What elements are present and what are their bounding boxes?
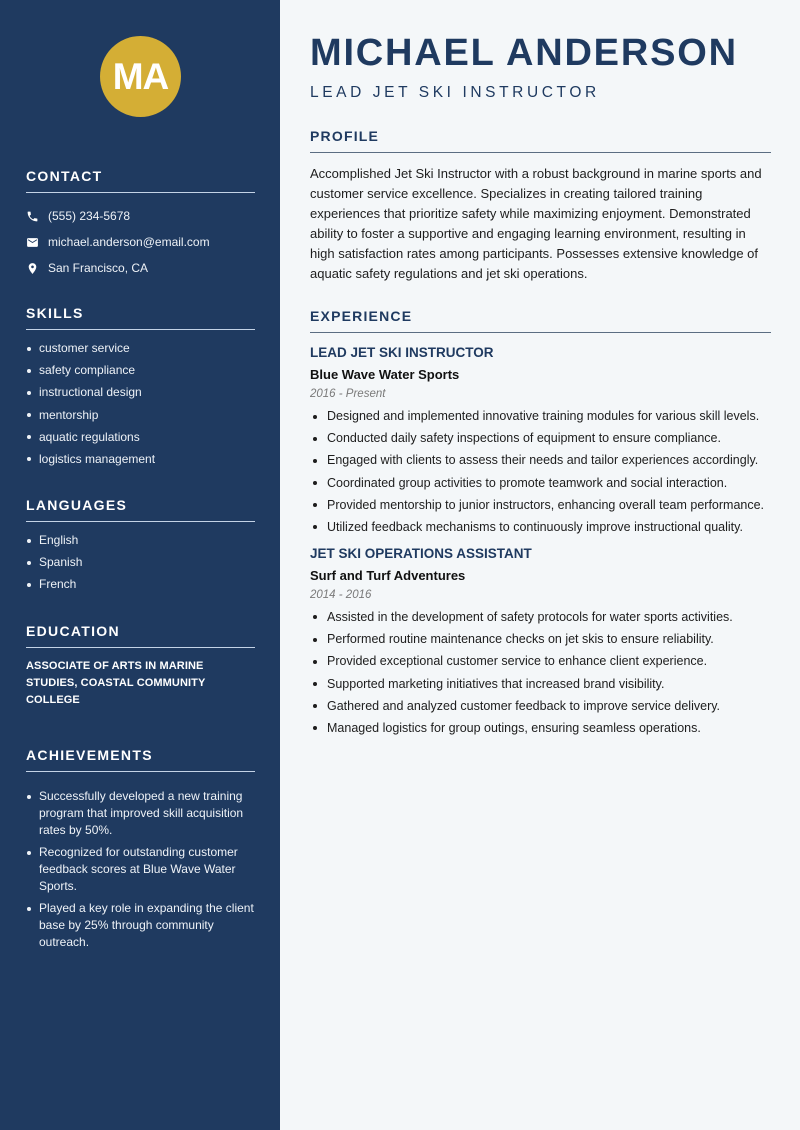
languages-section xyxy=(26,497,255,599)
skill-item: instructional design xyxy=(26,384,255,400)
skill-item: mentorship xyxy=(26,407,255,423)
achievements-section xyxy=(26,747,255,956)
skills-list xyxy=(26,340,255,467)
job-bullet: Gathered and analyzed customer feedback to improve service delivery. xyxy=(310,698,771,715)
achievement-item: Recognized for outstanding customer feedback scores at Blue Wave Water Sports. xyxy=(26,844,255,895)
contact-location xyxy=(26,255,255,281)
candidate-name: MICHAEL ANDERSON xyxy=(310,32,738,74)
languages-heading: LANGUAGES xyxy=(26,497,255,522)
job-company: Blue Wave Water Sports xyxy=(310,367,460,382)
profile-heading: PROFILE xyxy=(310,128,771,153)
contact-phone-text: (555) 234-5678 xyxy=(48,209,131,223)
job-entry xyxy=(310,546,771,737)
achievements-list xyxy=(26,788,255,951)
job-bullet: Conducted daily safety inspections of equipment to ensure compliance. xyxy=(310,430,771,447)
job-company: Surf and Turf Adventures xyxy=(310,567,466,583)
job-bullet: Engaged with clients to assess their needs and tailor experiences accordingly. xyxy=(310,452,771,469)
job-bullet: Assisted in the development of safety protocols for water sports activities. xyxy=(310,609,771,626)
skills-heading: SKILLS xyxy=(26,305,255,330)
profile-section xyxy=(310,128,771,284)
job-bullet: Designed and implemented innovative training modules for various skill levels. xyxy=(310,408,771,425)
skills-section xyxy=(26,305,255,473)
language-item: Spanish xyxy=(26,554,255,570)
sidebar xyxy=(0,0,280,1130)
achievement-item: Successfully developed a new training program that improved skill acquisition rates by 50%. xyxy=(26,788,255,839)
job-bullets xyxy=(310,609,771,737)
profile-summary: Accomplished Jet Ski Instructor with a robust background in marine sports and customer service excellence. Specializes in creating tailored training experiences that prioritize safety while maximizing enjoyment. Demonstrated ability to foster a supportive and engaging learning environment, resulting in high satisfaction rates among participants. Possesses extensive knowledge of aquatic safety regulations and jet ski operations. xyxy=(310,166,762,281)
job-dates: 2016 - Present xyxy=(310,388,386,400)
contact-phone[interactable] xyxy=(26,203,255,229)
job-bullet: Provided exceptional customer service to enhance client experience. xyxy=(310,653,771,670)
experience-section xyxy=(310,308,771,742)
language-item: French xyxy=(26,576,255,592)
job-bullet: Performed routine maintenance checks on jet skis to ensure reliability. xyxy=(310,631,771,648)
achievement-item: Played a key role in expanding the client base by 25% through community outreach. xyxy=(26,900,255,951)
education-degree: ASSOCIATE OF ARTS IN MARINE STUDIES, COASTAL COMMUNITY COLLEGE xyxy=(26,660,206,706)
experience-heading: EXPERIENCE xyxy=(310,308,771,333)
location-pin-icon xyxy=(26,262,39,275)
skill-item: aquatic regulations xyxy=(26,429,255,445)
job-bullet: Coordinated group activities to promote teamwork and social interaction. xyxy=(310,475,771,492)
languages-list xyxy=(26,532,255,592)
skill-item: logistics management xyxy=(26,451,255,467)
job-bullet: Managed logistics for group outings, ensuring seamless operations. xyxy=(310,720,771,737)
job-entry xyxy=(310,345,771,536)
contact-location-text: San Francisco, CA xyxy=(48,261,149,275)
job-title: LEAD JET SKI INSTRUCTOR xyxy=(310,345,494,360)
job-bullet: Supported marketing initiatives that increased brand visibility. xyxy=(310,676,771,693)
job-title: JET SKI OPERATIONS ASSISTANT xyxy=(310,545,532,561)
language-item: English xyxy=(26,532,255,548)
avatar-initials: MA xyxy=(100,36,181,117)
education-heading: EDUCATION xyxy=(26,623,255,648)
contact-email-text: michael.anderson@email.com xyxy=(48,235,210,249)
contact-heading: CONTACT xyxy=(26,168,255,193)
contact-section xyxy=(26,168,255,281)
phone-icon xyxy=(26,210,39,223)
candidate-role: LEAD JET SKI INSTRUCTOR xyxy=(310,84,600,101)
job-bullet: Provided mentorship to junior instructors, enhancing overall team performance. xyxy=(310,497,771,514)
email-icon xyxy=(26,236,39,249)
education-section xyxy=(26,623,255,709)
job-dates: 2014 - 2016 xyxy=(310,588,372,601)
skill-item: safety compliance xyxy=(26,362,255,378)
achievements-heading: ACHIEVEMENTS xyxy=(26,747,255,772)
skill-item: customer service xyxy=(26,340,255,356)
job-bullet: Utilized feedback mechanisms to continuously improve instructional quality. xyxy=(310,519,771,536)
job-bullets xyxy=(310,408,771,536)
contact-email[interactable] xyxy=(26,229,255,255)
